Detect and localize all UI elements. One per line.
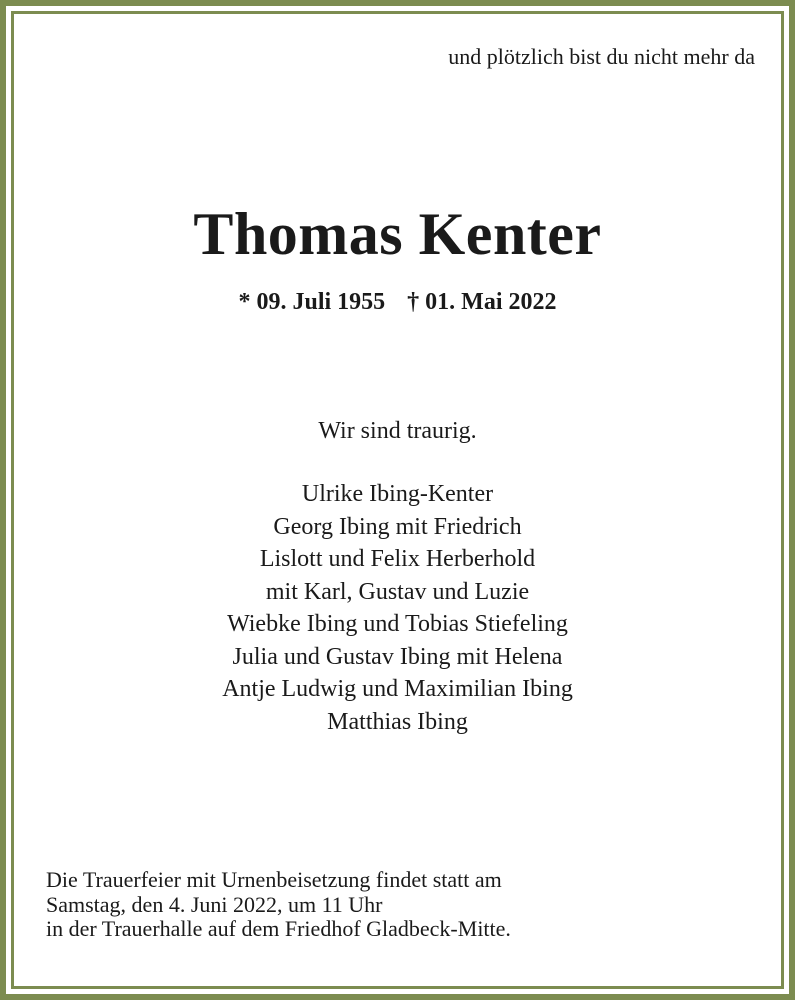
life-dates [0,289,795,316]
ceremony-line: Die Trauerfeier mit Urnenbeisetzung findet statt am [46,867,502,892]
mourning-statement: Wir sind traurig. [318,418,477,444]
mourner-item: Antje Ludwig und Maximilian Ibing [222,676,573,702]
death-date: † 01. Mai 2022 [407,289,557,315]
ceremony-line: Samstag, den 4. Juni 2022, um 11 Uhr [46,891,383,917]
ceremony-line: in der Trauerhalle auf dem Friedhof Gladbeck-Mitte. [46,916,511,941]
mourner-item: Ulrike Ibing-Kenter [301,481,494,507]
mourner-item: Lislott und Felix Herberhold [259,546,536,572]
mourner-item: mit Karl, Gustav und Luzie [265,578,530,605]
deceased-name: Thomas Kenter [193,201,602,267]
mourner-item: Julia und Gustav Ibing mit Helena [232,643,563,670]
mourner-item: Matthias Ibing [327,708,468,735]
birth-date: * 09. Juli 1955 [238,289,386,315]
ceremony-info [46,868,511,942]
mourner-item: Wiebke Ibing und Tobias Stiefeling [227,611,568,637]
mourner-item: Georg Ibing mit Friedrich [273,513,522,540]
motto-text: und plötzlich bist du nicht mehr da [448,44,755,69]
mourners-list [0,478,795,738]
